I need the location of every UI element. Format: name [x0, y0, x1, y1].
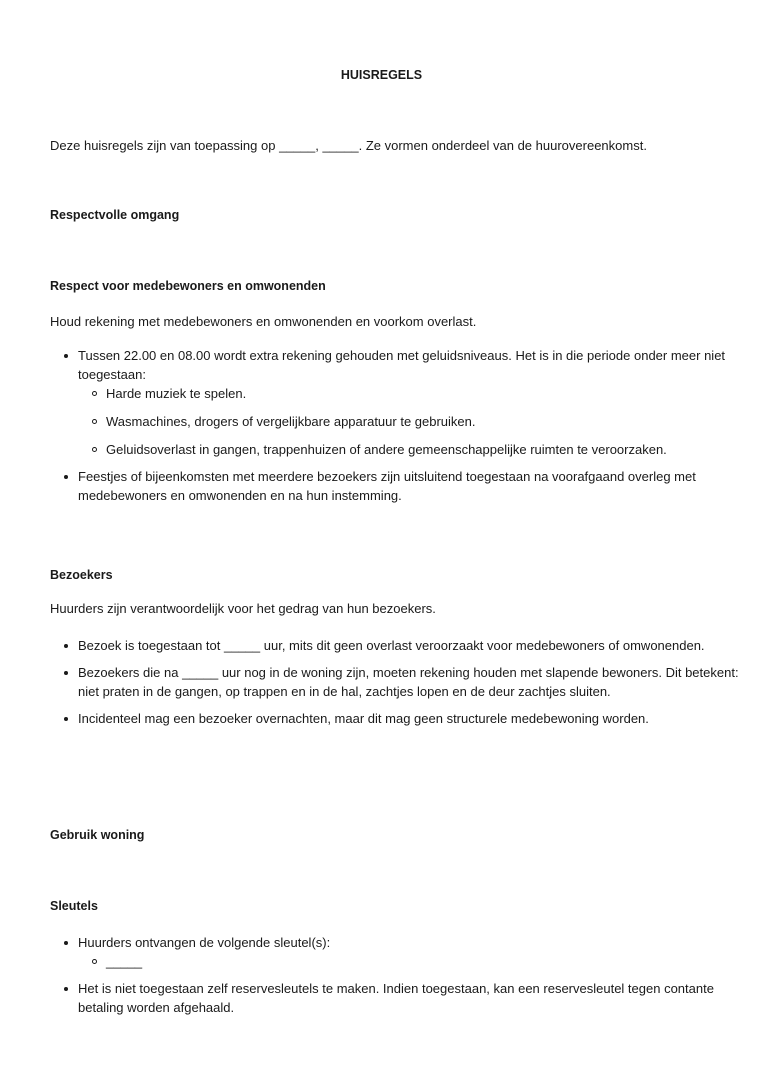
list-item [78, 933, 758, 971]
respect-paragraph: Houd rekening met medebewoners en omwonenden en voorkom overlast. [50, 314, 477, 329]
bezoekers-paragraph: Huurders zijn verantwoordelijk voor het gedrag van hun bezoekers. [50, 601, 436, 616]
list-item-text: Het is niet toegestaan zelf reservesleutels te maken. Indien toegestaan, kan een reservesleutel tegen contante betaling worden afgehaald. [78, 981, 714, 1015]
list-item: Bezoek is toegestaan tot _____ uur, mits dit geen overlast veroorzaakt voor medebewoners of omwonenden. [78, 636, 758, 655]
bezoekers-bullet-list [50, 636, 758, 736]
list-item [78, 467, 758, 505]
heading-gebruik-woning: Gebruik woning [50, 828, 145, 842]
document-title: HUISREGELS [340, 68, 423, 82]
sub-list [78, 952, 758, 971]
heading-respectvolle-omgang: Respectvolle omgang [50, 208, 180, 222]
intro-paragraph: Deze huisregels zijn van toepassing op _____, _____. Ze vormen onderdeel van de huurovereenkomst. [50, 138, 647, 153]
subheading-respect-medebewoners: Respect voor medebewoners en omwonenden [50, 279, 326, 293]
list-item-text: Huurders ontvangen de volgende sleutel(s): [78, 935, 331, 950]
sleutels-bullet-list [50, 933, 758, 1025]
sub-list-item: Harde muziek te spelen. [106, 384, 758, 403]
list-item: Incidenteel mag een bezoeker overnachten, maar dit mag geen structurele medebewoning worden. [78, 709, 758, 728]
list-item [78, 346, 758, 459]
sub-list [78, 384, 758, 459]
list-item [78, 979, 758, 1017]
sub-list-item: Geluidsoverlast in gangen, trappenhuizen of andere gemeenschappelijke ruimten te veroorzaken. [106, 440, 758, 459]
subheading-sleutels: Sleutels [50, 899, 98, 913]
heading-bezoekers: Bezoekers [50, 568, 113, 582]
sub-list-item: _____ [106, 952, 758, 971]
list-item: Bezoekers die na _____ uur nog in de woning zijn, moeten rekening houden met slapende bewoners. Dit betekent: niet praten in de gangen, op trappen en in de hal, zachtjes lopen en de deur zachtjes sluiten. [78, 663, 758, 701]
list-item-text: Feestjes of bijeenkomsten met meerdere bezoekers zijn uitsluitend toegestaan na voorafgaand overleg met medebewoners en omwonenden en na hun instemming. [78, 469, 696, 503]
sub-list-item: Wasmachines, drogers of vergelijkbare apparatuur te gebruiken. [106, 412, 758, 431]
respect-bullet-list [50, 346, 758, 513]
list-item-text: Tussen 22.00 en 08.00 wordt extra rekening gehouden met geluidsniveaus. Het is in die periode onder meer niet toegestaan: [78, 348, 726, 382]
